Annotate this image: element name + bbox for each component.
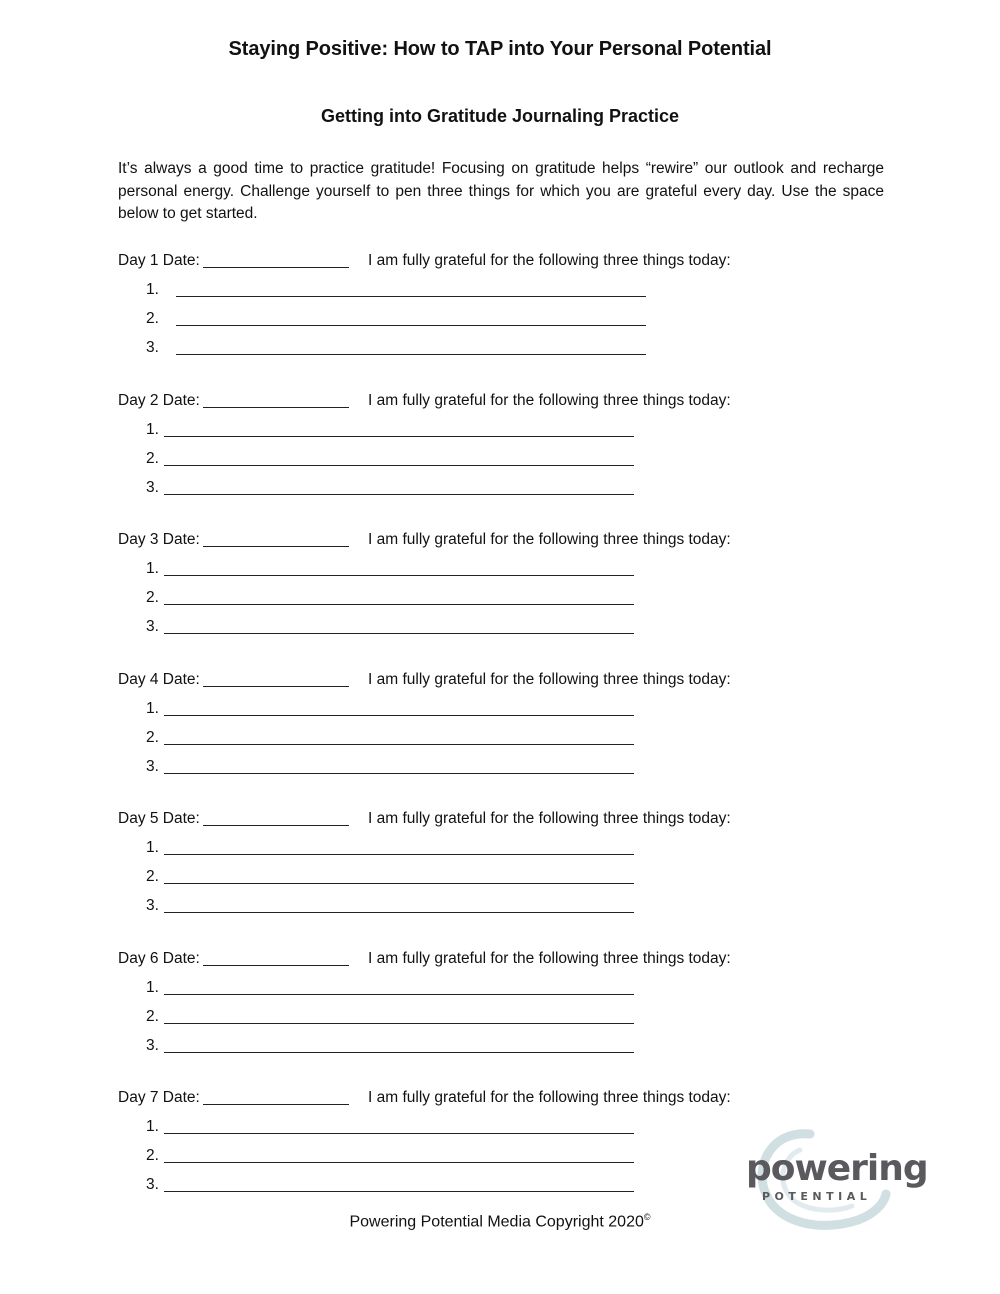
item-number: 1. (146, 560, 159, 577)
day-entry (118, 669, 878, 781)
item-number: 3. (146, 1176, 159, 1193)
day-entry (118, 250, 878, 362)
gratitude-entry-field[interactable] (164, 1133, 634, 1134)
gratitude-entry-field[interactable] (164, 883, 634, 884)
gratitude-prompt: I am fully grateful for the following three things today: (368, 671, 731, 688)
date-label: Day 5 Date: (118, 810, 200, 827)
item-number: 1. (146, 979, 159, 996)
gratitude-entry-field[interactable] (164, 494, 634, 495)
item-number: 1. (146, 1118, 159, 1135)
gratitude-entry-field[interactable] (176, 296, 646, 297)
date-label: Day 7 Date: (118, 1089, 200, 1106)
item-number: 2. (146, 729, 159, 746)
gratitude-item (118, 1002, 878, 1031)
gratitude-entry-field[interactable] (164, 465, 634, 466)
gratitude-item (118, 1031, 878, 1060)
date-label: Day 2 Date: (118, 392, 200, 409)
footer-text: Powering Potential Media Copyright 2020 (349, 1213, 644, 1231)
gratitude-entry-field[interactable] (164, 1162, 634, 1163)
date-field[interactable] (203, 267, 349, 268)
gratitude-entry-field[interactable] (176, 354, 646, 355)
day-entry (118, 948, 878, 1060)
item-number: 1. (146, 421, 159, 438)
item-number: 1. (146, 700, 159, 717)
date-field[interactable] (203, 546, 349, 547)
item-number: 2. (146, 589, 159, 606)
gratitude-item (118, 415, 878, 444)
gratitude-item (118, 694, 878, 723)
day-header (118, 669, 878, 691)
day-header (118, 808, 878, 830)
gratitude-entry-field[interactable] (164, 715, 634, 716)
gratitude-item (118, 752, 878, 781)
page-title: Staying Positive: How to TAP into Your Personal Potential (228, 38, 772, 60)
gratitude-prompt: I am fully grateful for the following three things today: (368, 1089, 731, 1106)
gratitude-item (118, 891, 878, 920)
logo-word: powering (746, 1148, 928, 1189)
gratitude-entry-field[interactable] (164, 1023, 634, 1024)
day-entry (118, 529, 878, 641)
gratitude-entry-field[interactable] (176, 325, 646, 326)
worksheet-subtitle: Getting into Gratitude Journaling Practice (320, 106, 680, 126)
gratitude-item (118, 304, 878, 333)
gratitude-entry-field[interactable] (164, 912, 634, 913)
item-number: 1. (146, 839, 159, 856)
gratitude-item (118, 473, 878, 502)
date-field[interactable] (203, 407, 349, 408)
day-entry (118, 808, 878, 920)
date-field[interactable] (203, 686, 349, 687)
item-number: 3. (146, 758, 159, 775)
date-field[interactable] (203, 965, 349, 966)
date-label: Day 1 Date: (118, 252, 200, 269)
gratitude-entry-field[interactable] (164, 633, 634, 634)
date-label: Day 3 Date: (118, 531, 200, 548)
powering-potential-logo (740, 1128, 928, 1234)
gratitude-item (118, 612, 878, 641)
intro-paragraph: It’s always a good time to practice gratitude! Focusing on gratitude helps “rewire” our outlook and recharge personal energy. Challenge yourself to pen three things for which you are grateful every day. Use the space below to get started. (118, 160, 884, 222)
gratitude-prompt: I am fully grateful for the following three things today: (368, 810, 731, 827)
date-field[interactable] (203, 825, 349, 826)
item-number: 3. (146, 339, 159, 356)
item-number: 1. (146, 281, 159, 298)
gratitude-item (118, 723, 878, 752)
gratitude-entry-field[interactable] (164, 575, 634, 576)
date-label: Day 4 Date: (118, 671, 200, 688)
gratitude-item (118, 275, 878, 304)
item-number: 2. (146, 310, 159, 327)
date-label: Day 6 Date: (118, 950, 200, 967)
day-entry (118, 390, 878, 502)
day-header (118, 390, 878, 412)
item-number: 2. (146, 868, 159, 885)
item-number: 3. (146, 1037, 159, 1054)
item-number: 3. (146, 618, 159, 635)
copyright-mark: © (643, 1212, 651, 1222)
gratitude-entry-field[interactable] (164, 744, 634, 745)
gratitude-item (118, 444, 878, 473)
gratitude-item (118, 333, 878, 362)
gratitude-entry-field[interactable] (164, 773, 634, 774)
day-header (118, 1087, 878, 1109)
item-number: 3. (146, 479, 159, 496)
gratitude-entry-field[interactable] (164, 604, 634, 605)
day-header (118, 529, 878, 551)
gratitude-prompt: I am fully grateful for the following three things today: (368, 392, 731, 409)
gratitude-entry-field[interactable] (164, 1052, 634, 1053)
item-number: 3. (146, 897, 159, 914)
gratitude-item (118, 554, 878, 583)
gratitude-entry-field[interactable] (164, 1191, 634, 1192)
gratitude-prompt: I am fully grateful for the following three things today: (368, 531, 731, 548)
gratitude-entry-field[interactable] (164, 854, 634, 855)
gratitude-entry-field[interactable] (164, 436, 634, 437)
gratitude-item (118, 973, 878, 1002)
item-number: 2. (146, 1008, 159, 1025)
gratitude-prompt: I am fully grateful for the following three things today: (368, 252, 731, 269)
gratitude-item (118, 583, 878, 612)
gratitude-entry-field[interactable] (164, 994, 634, 995)
item-number: 2. (146, 1147, 159, 1164)
gratitude-prompt: I am fully grateful for the following three things today: (368, 950, 731, 967)
day-header (118, 250, 878, 272)
gratitude-item (118, 833, 878, 862)
item-number: 2. (146, 450, 159, 467)
logo-tagline: POTENTIAL (762, 1190, 872, 1203)
day-header (118, 948, 878, 970)
date-field[interactable] (203, 1104, 349, 1105)
gratitude-item (118, 862, 878, 891)
